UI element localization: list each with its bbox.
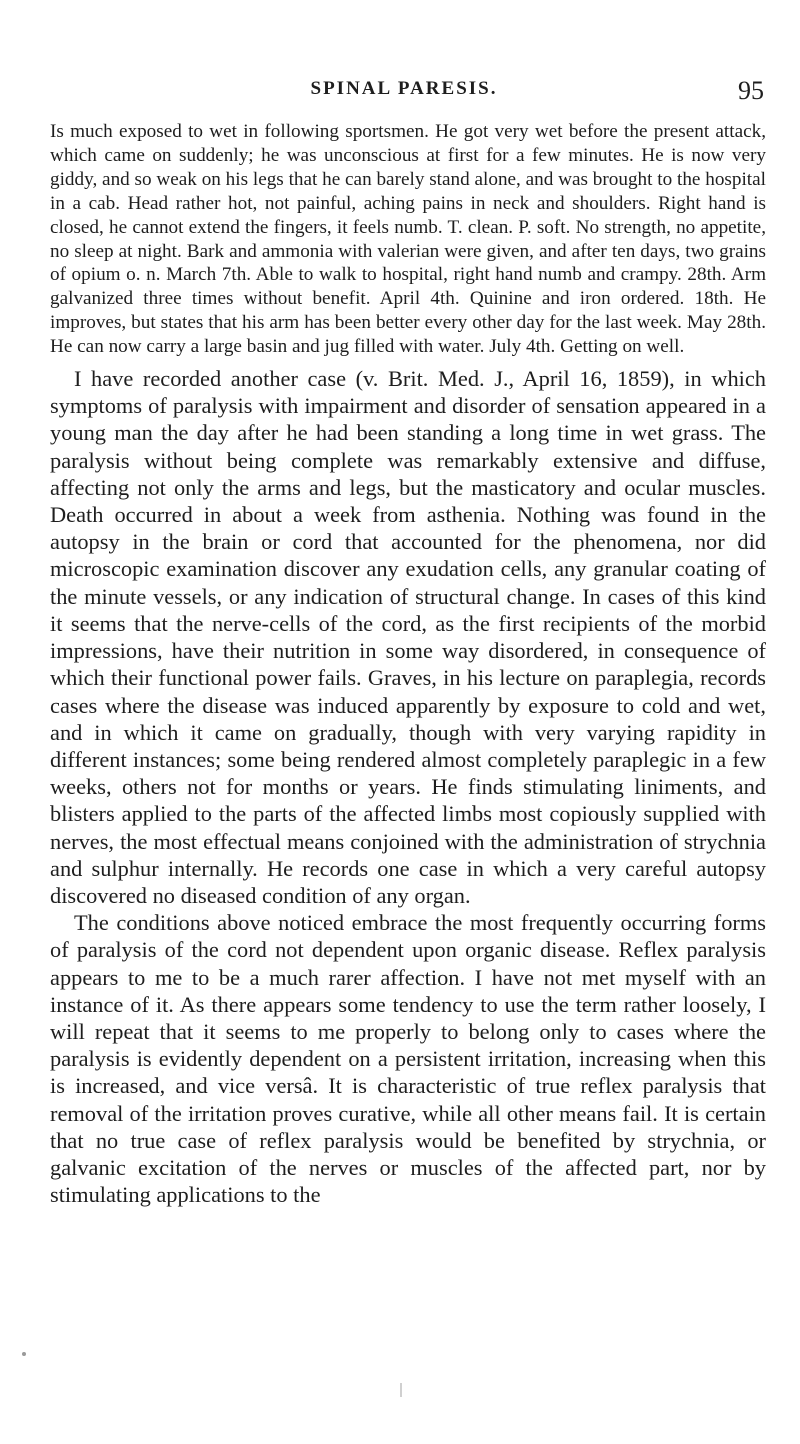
paragraph-reflex-paralysis: The conditions above noticed embrace the most frequently occurring forms of paralysis of the cord not dependent upon organic disease. Reflex paralysis appears to me to be a much rarer affection. I have not met myself with an instance of it. As there appears some tendency to use the term rather loosely, I will repeat that it seems to me properly to belong only to cases where the paralysis is evidently dependent on a persistent irritation, increasing when this is increased, and vice versâ. It is characteristic of true reflex paralysis that removal of the irritation proves curative, while all other means fail. It is certain that no true case of reflex paralysis would be benefited by strychnia, or galvanic excitation of the nerves or muscles of the affected part, nor by stimulating applications to the [50,910,766,1208]
body-text [50,120,766,1208]
paper-mark [400,1383,402,1397]
paragraph-case-notes: Is much exposed to wet in following sportsmen. He got very wet before the present attack, which came on suddenly; he was unconscious at first for a few minutes. He is now very giddy, and so weak on his legs that he can barely stand alone, and was brought to the hospital in a cab. Head rather hot, not painful, aching pains in neck and shoulders. Right hand is closed, he cannot extend the fingers, it feels numb. T. clean. P. soft. No strength, no appetite, no sleep at night. Bark and ammonia with valerian were given, and after ten days, two grains of opium o. n. March 7th. Able to walk to hospital, right hand numb and crampy. 28th. Arm galvanized three times without benefit. April 4th. Quinine and iron ordered. 18th. He improves, but states that his arm has been better every other day for the last week. May 28th. He can now carry a large basin and jug filled with water. July 4th. Getting on well. [50,121,766,358]
paragraph-recorded-case: I have recorded another case (v. Brit. Med. J., April 16, 1859), in which symptoms of paralysis with impairment and disorder of sensation appeared in a young man the day after he had been standing a long time in wet grass. The paralysis without being complete was remarkably extensive and diffuse, affecting not only the arms and legs, but the masticatory and ocular muscles. Death occurred in about a week from asthenia. Nothing was found in the autopsy in the brain or cord that accounted for the phenomena, nor did microscopic examination discover any exudation cells, any granular coating of the minute vessels, or any indication of structural change. In cases of this kind it seems that the nerve-cells of the cord, as the first recipients of the morbid impressions, have their nutrition in some way disordered, in consequence of which their functional power fails. Graves, in his lecture on paraplegia, records cases where the disease was induced apparently by exposure to cold and wet, and in which it came on gradually, though with very varying rapidity in different instances; some being rendered almost completely paraplegic in a few weeks, others not for months or years. He finds stimulating liniments, and blisters applied to the parts of the affected limbs most copiously supplied with nerves, the most effectual means conjoined with the administration of strychnia and sulphur internally. He records one case in which a very careful autopsy discovered no diseased condition of any organ. [50,366,766,908]
running-header [44,76,764,104]
page-number: 95 [738,76,764,105]
margin-speck [22,1352,26,1356]
running-title: SPINAL PARESIS. [310,78,498,99]
